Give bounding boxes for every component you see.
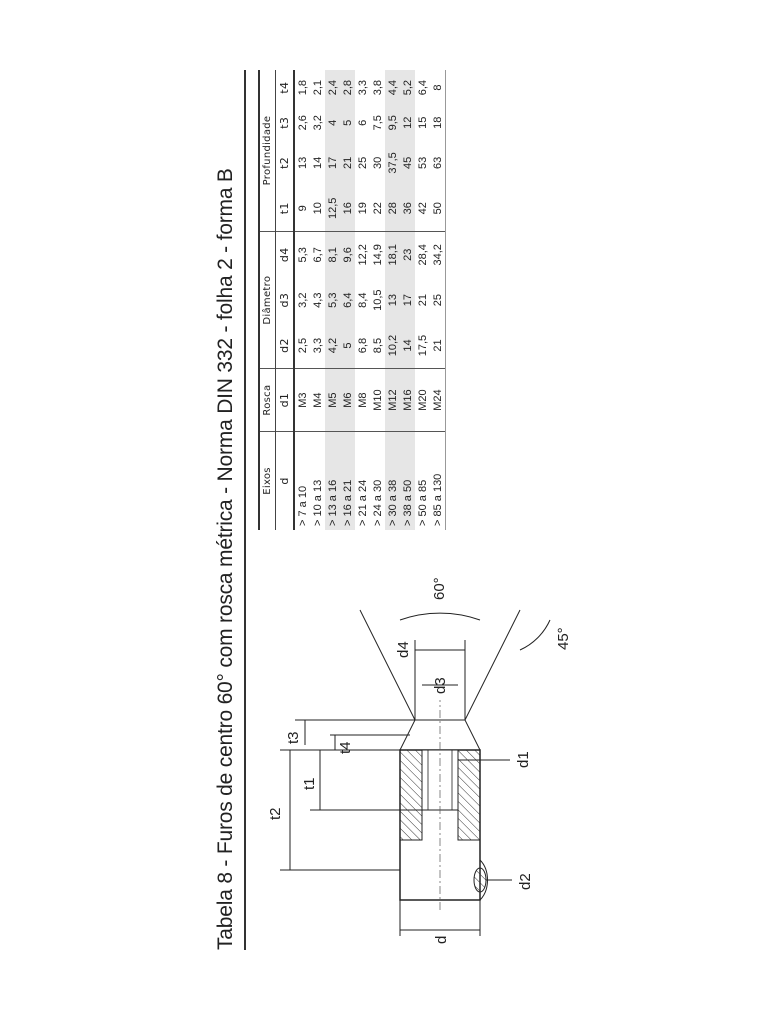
table-cell-t2: 13 — [296, 156, 309, 170]
table-cell-t3: 18 — [430, 105, 446, 140]
table-cell-d2: 14 — [400, 323, 415, 369]
table-cell-d3: 5,3 — [325, 278, 340, 323]
col-t1: t1 — [276, 186, 295, 232]
table-cell-t4: 5,2 — [400, 70, 415, 105]
table-cell-d1: M4 — [310, 369, 325, 432]
table-cell-t1: 42 — [416, 202, 429, 215]
table-cell-t4: 3,8 — [371, 79, 384, 96]
table-cell-d4: 34,2 — [430, 232, 446, 278]
table-cell-d1: M3 — [294, 369, 310, 432]
label-d2: d2 — [517, 873, 534, 890]
table-cell-t3: 12 — [400, 105, 415, 140]
sheet-content — [210, 70, 590, 950]
table-cell-d3: 8,4 — [356, 292, 369, 308]
table-cell-t3: 15 — [416, 116, 429, 129]
table-cell-t1: 12,5 — [325, 186, 340, 232]
table-row — [340, 70, 355, 530]
center-hole-drawing — [250, 555, 590, 950]
table-cell-d: > 10 a 13 — [310, 431, 325, 530]
table-cell-d4: 12,2 — [355, 232, 370, 278]
table-cell-d: > 24 a 30 — [370, 431, 385, 530]
table-cell-t4: 6,4 — [416, 79, 429, 96]
label-d: d — [433, 935, 450, 944]
col-d1: d1 — [276, 369, 295, 432]
table-row — [415, 70, 430, 530]
label-t1: t1 — [301, 777, 318, 790]
table-cell-d1: M20 — [415, 369, 430, 432]
table-cell-d2: 8,5 — [371, 337, 384, 354]
table-cell-d2: 5 — [340, 323, 355, 369]
label-d4: d4 — [395, 641, 412, 658]
col-t2: t2 — [276, 140, 295, 185]
table-cell-t3: 7,5 — [371, 115, 384, 131]
table-cell-t3: 4 — [325, 105, 340, 140]
table-cell-t1: 22 — [371, 202, 384, 215]
table-row — [430, 70, 446, 530]
table-cell-d4: 14,9 — [370, 232, 385, 278]
table-cell-t2: 17 — [325, 140, 340, 185]
table-cell-d1: M12 — [385, 369, 400, 432]
table-row — [355, 70, 370, 530]
label-d1: d1 — [515, 751, 532, 768]
table-cell-d4: 8,1 — [325, 232, 340, 278]
table-cell-d2: 17,5 — [416, 334, 429, 357]
table-cell-d3: 4,3 — [311, 292, 324, 308]
rotated-sheet — [210, 70, 590, 950]
table-cell-d2: 2,5 — [296, 337, 309, 354]
table-cell-t4: 3,3 — [356, 79, 369, 96]
table-cell-t4: 2,4 — [325, 70, 340, 105]
table-cell-d3: 25 — [430, 278, 446, 323]
table-cell-t1: 50 — [430, 186, 446, 232]
table-cell-d4: 18,1 — [385, 232, 400, 278]
table-cell-d: > 85 a 130 — [430, 431, 446, 530]
table-cell-d: > 13 a 16 — [325, 431, 340, 530]
dimensions-table-wrap — [258, 70, 446, 530]
table-cell-d3: 13 — [385, 278, 400, 323]
table-cell-t3: 6 — [356, 119, 369, 126]
shaft-section — [400, 700, 488, 910]
page-title: Tabela 8 - Furos de centro 60° com rosca métrica - Norma DIN 332 - folha 2 - forma B — [210, 70, 246, 950]
label-t3: t3 — [285, 731, 302, 744]
table-cell-d3: 10,5 — [371, 289, 384, 311]
table-cell-d2: 21 — [430, 323, 446, 369]
table-cell-d: > 21 a 24 — [355, 431, 370, 530]
label-t2: t2 — [267, 807, 284, 820]
table-cell-t1: 16 — [340, 186, 355, 232]
table-cell-t1: 9 — [296, 205, 309, 212]
col-t3: t3 — [276, 105, 295, 140]
table-cell-d4: 6,7 — [310, 232, 325, 278]
table-cell-d2: 4,2 — [325, 323, 340, 369]
table-row — [400, 70, 415, 530]
table-cell-d1: M6 — [340, 369, 355, 432]
group-diametro: Diâmetro — [259, 232, 276, 369]
table-cell-t1: 10 — [311, 202, 324, 215]
table-cell-d1: M8 — [355, 369, 370, 432]
col-d2: d2 — [276, 323, 295, 369]
table-cell-t2: 63 — [430, 140, 446, 185]
table-cell-d1: M5 — [325, 369, 340, 432]
table-cell-t2: 21 — [340, 140, 355, 185]
table-cell-d3: 21 — [416, 294, 429, 307]
table-cell-t3: 2,6 — [296, 115, 309, 131]
table-cell-d1: M10 — [370, 369, 385, 432]
table-cell-t2: 53 — [416, 156, 429, 170]
table-cell-t2: 45 — [400, 140, 415, 185]
table-cell-t2: 25 — [356, 156, 369, 170]
col-d: d — [276, 431, 295, 530]
group-profundidade: Profundidade — [259, 70, 276, 232]
table-cell-d1: M24 — [430, 369, 446, 432]
col-t4: t4 — [276, 70, 295, 105]
table-cell-t3: 5 — [340, 105, 355, 140]
table-cell-d4: 9,6 — [340, 232, 355, 278]
table-cell-d2: 6,8 — [356, 337, 369, 354]
table-cell-d3: 17 — [400, 278, 415, 323]
group-eixos: Eixos — [259, 431, 276, 530]
table-cell-d3: 6,4 — [340, 278, 355, 323]
table-cell-d: > 38 a 50 — [400, 431, 415, 530]
table-cell-t1: 28 — [385, 186, 400, 232]
table-cell-t1: 36 — [400, 186, 415, 232]
table-cell-d1: M16 — [400, 369, 415, 432]
table-cell-d: > 30 a 38 — [385, 431, 400, 530]
table-cell-t4: 8 — [430, 70, 446, 105]
table-cell-d4: 5,3 — [294, 232, 310, 278]
table-cell-t2: 30 — [371, 156, 384, 170]
table-cell-t3: 9,5 — [385, 105, 400, 140]
table-cell-t4: 1,8 — [296, 79, 309, 96]
table-cell-t2: 14 — [311, 156, 324, 170]
table-cell-d2: 10,2 — [385, 323, 400, 369]
col-d4: d4 — [276, 232, 295, 278]
label-t4: t4 — [337, 741, 354, 754]
table-cell-d: > 7 a 10 — [294, 431, 310, 530]
label-d3: d3 — [432, 677, 449, 694]
table-cell-t3: 3,2 — [311, 115, 324, 131]
table-cell-d: > 16 a 21 — [340, 431, 355, 530]
table-cell-d4: 28,4 — [415, 232, 430, 278]
table-row — [325, 70, 340, 530]
table-cell-t4: 2,1 — [311, 79, 324, 96]
table-cell-d: > 50 a 85 — [415, 431, 430, 530]
table-cell-t1: 19 — [356, 202, 369, 215]
table-row — [370, 70, 385, 530]
label-angle-60: 60° — [431, 577, 448, 600]
table-row — [310, 70, 325, 530]
table-row — [385, 70, 400, 530]
table-cell-t4: 4,4 — [385, 70, 400, 105]
table-cell-t4: 2,8 — [340, 70, 355, 105]
dimensions-table — [258, 70, 446, 530]
col-d3: d3 — [276, 278, 295, 323]
table-body — [294, 70, 446, 530]
table-cell-d4: 23 — [400, 232, 415, 278]
table-cell-d2: 3,3 — [311, 337, 324, 354]
table-row — [294, 70, 310, 530]
group-rosca: Rosca — [259, 369, 276, 432]
table-cell-d3: 3,2 — [296, 292, 309, 308]
label-angle-45: 45° — [555, 627, 572, 650]
table-cell-t2: 37,5 — [385, 140, 400, 185]
